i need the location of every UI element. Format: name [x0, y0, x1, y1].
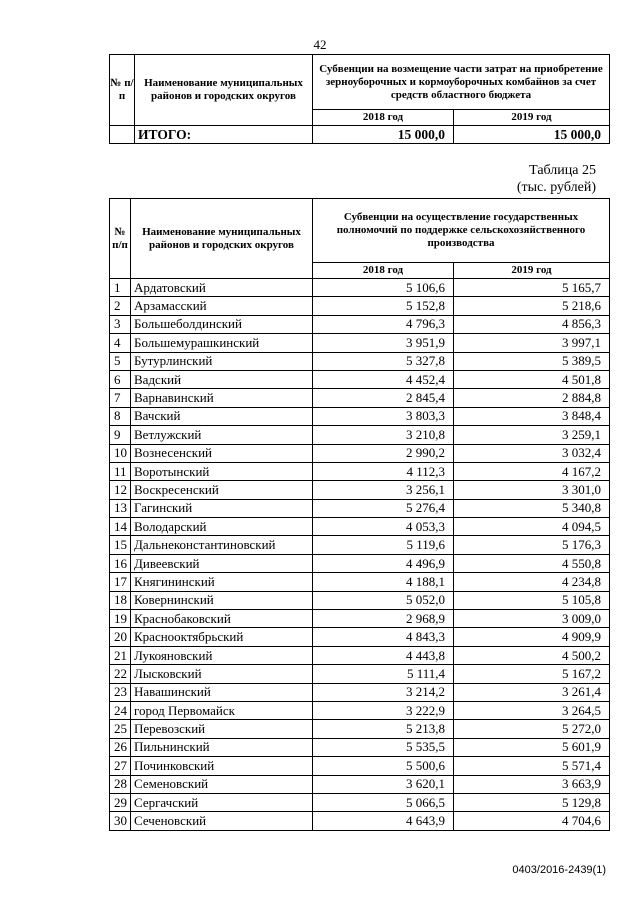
table-row	[110, 665, 610, 683]
value-2018: 4 496,9	[313, 554, 454, 572]
row-number: 29	[110, 793, 131, 811]
district-name: Дальнеконстантиновский	[131, 536, 313, 554]
value-2018: 5 500,6	[313, 757, 454, 775]
value-2019: 3 663,9	[454, 775, 610, 793]
table-row	[110, 297, 610, 315]
value-2019: 4 704,6	[454, 812, 610, 830]
row-number: 20	[110, 628, 131, 646]
value-2019: 2 884,8	[454, 389, 610, 407]
district-name: Сеченовский	[131, 812, 313, 830]
row-number: 17	[110, 573, 131, 591]
table-row	[110, 499, 610, 517]
value-2019: 4 501,8	[454, 370, 610, 388]
row-number: 19	[110, 610, 131, 628]
district-name: Варнавинский	[131, 389, 313, 407]
value-2019: 3 032,4	[454, 444, 610, 462]
value-2018: 3 803,3	[313, 407, 454, 425]
table-row	[110, 628, 610, 646]
value-2018: 5 276,4	[313, 499, 454, 517]
value-2019: 5 176,3	[454, 536, 610, 554]
row-number: 3	[110, 315, 131, 333]
value-2019: 3 301,0	[454, 481, 610, 499]
table-units: (тыс. рублей)	[516, 180, 596, 195]
value-2019: 3 264,5	[454, 701, 610, 719]
value-2018: 5 106,6	[313, 279, 454, 297]
row-number: 30	[110, 812, 131, 830]
table-row	[110, 444, 610, 462]
table-row	[110, 646, 610, 664]
district-name: Лысковский	[131, 665, 313, 683]
header-num: № п/п	[110, 199, 131, 279]
row-number: 13	[110, 499, 131, 517]
table-row	[110, 573, 610, 591]
district-name: Лукояновский	[131, 646, 313, 664]
row-number: 28	[110, 775, 131, 793]
district-name: Дивеевский	[131, 554, 313, 572]
value-2019: 4 234,8	[454, 573, 610, 591]
subsidy-table-top	[109, 54, 610, 144]
row-number: 1	[110, 279, 131, 297]
row-number: 14	[110, 518, 131, 536]
value-2018: 5 213,8	[313, 720, 454, 738]
value-2018: 2 968,9	[313, 610, 454, 628]
table-caption: Таблица 25	[529, 163, 596, 178]
value-2019: 4 856,3	[454, 315, 610, 333]
value-2019: 5 272,0	[454, 720, 610, 738]
district-name: Большемурашкинский	[131, 334, 313, 352]
row-number: 15	[110, 536, 131, 554]
table-row	[110, 591, 610, 609]
row-number: 25	[110, 720, 131, 738]
value-2018: 5 535,5	[313, 738, 454, 756]
table-row	[110, 793, 610, 811]
row-number: 2	[110, 297, 131, 315]
district-name: Пильнинский	[131, 738, 313, 756]
table-row	[110, 683, 610, 701]
table-row	[110, 518, 610, 536]
row-number: 27	[110, 757, 131, 775]
page-number: 42	[313, 37, 327, 52]
value-2018: 4 112,3	[313, 462, 454, 480]
district-name: Вознесенский	[131, 444, 313, 462]
table-row	[110, 536, 610, 554]
subsidy-table-main	[109, 198, 610, 831]
row-number: 8	[110, 407, 131, 425]
row-number: 5	[110, 352, 131, 370]
value-2019: 4 094,5	[454, 518, 610, 536]
row-number: 23	[110, 683, 131, 701]
table-row	[110, 352, 610, 370]
value-2018: 3 256,1	[313, 481, 454, 499]
value-2018: 5 327,8	[313, 352, 454, 370]
row-number: 10	[110, 444, 131, 462]
value-2018: 4 053,3	[313, 518, 454, 536]
row-number: 24	[110, 701, 131, 719]
table-row	[110, 812, 610, 830]
value-2018: 3 951,9	[313, 334, 454, 352]
row-number: 22	[110, 665, 131, 683]
table-row	[110, 279, 610, 297]
table-row	[110, 426, 610, 444]
district-name: Вадский	[131, 370, 313, 388]
table-row	[110, 554, 610, 572]
row-number: 7	[110, 389, 131, 407]
value-2019: 3 259,1	[454, 426, 610, 444]
value-2018: 2 845,4	[313, 389, 454, 407]
table-row	[110, 389, 610, 407]
value-2019: 5 571,4	[454, 757, 610, 775]
value-2018: 5 119,6	[313, 536, 454, 554]
value-2018: 4 443,8	[313, 646, 454, 664]
value-2019: 3 009,0	[454, 610, 610, 628]
value-2018: 5 152,8	[313, 297, 454, 315]
row-number: 12	[110, 481, 131, 499]
district-name: Семеновский	[131, 775, 313, 793]
value-2019: 5 389,5	[454, 352, 610, 370]
value-2019: 5 601,9	[454, 738, 610, 756]
district-name: Сергачский	[131, 793, 313, 811]
header-year-2019: 2019 год	[454, 110, 610, 126]
district-name: Арзамасский	[131, 297, 313, 315]
value-2018: 4 188,1	[313, 573, 454, 591]
table-row	[110, 738, 610, 756]
row-number: 11	[110, 462, 131, 480]
value-2019: 3 997,1	[454, 334, 610, 352]
header-name: Наименование муниципальных районов и городских округов	[135, 55, 313, 126]
value-2018: 4 452,4	[313, 370, 454, 388]
district-name: Навашинский	[131, 683, 313, 701]
row-number: 26	[110, 738, 131, 756]
header-year-2019: 2019 год	[454, 263, 610, 279]
total-row	[110, 126, 610, 144]
district-name: Большеболдинский	[131, 315, 313, 333]
value-2019: 5 105,8	[454, 591, 610, 609]
table-row	[110, 370, 610, 388]
district-name: Вачский	[131, 407, 313, 425]
district-name: Краснобаковский	[131, 610, 313, 628]
district-name: Володарский	[131, 518, 313, 536]
total-label: ИТОГО:	[135, 126, 313, 144]
value-2019: 4 167,2	[454, 462, 610, 480]
header-num: № п/п	[110, 55, 135, 126]
table-row	[110, 610, 610, 628]
value-2018: 3 210,8	[313, 426, 454, 444]
table-row	[110, 407, 610, 425]
value-2019: 4 500,2	[454, 646, 610, 664]
table-row	[110, 334, 610, 352]
value-2019: 5 167,2	[454, 665, 610, 683]
district-name: Починковский	[131, 757, 313, 775]
header-subsidy: Субвенции на осуществление государственных полномочий по поддержке сельскохозяйственного производства	[313, 199, 610, 263]
value-2018: 3 214,2	[313, 683, 454, 701]
value-2019: 4 550,8	[454, 554, 610, 572]
district-name: Воротынский	[131, 462, 313, 480]
value-2018: 4 796,3	[313, 315, 454, 333]
value-2019: 3 848,4	[454, 407, 610, 425]
value-2018: 4 843,3	[313, 628, 454, 646]
district-name: Ветлужский	[131, 426, 313, 444]
district-name: Ковернинский	[131, 591, 313, 609]
row-number: 21	[110, 646, 131, 664]
district-name: Краснооктябрьский	[131, 628, 313, 646]
table-row	[110, 481, 610, 499]
table-row	[110, 462, 610, 480]
district-name: Бутурлинский	[131, 352, 313, 370]
value-2018: 3 620,1	[313, 775, 454, 793]
row-number: 9	[110, 426, 131, 444]
value-2019: 4 909,9	[454, 628, 610, 646]
district-name: Ардатовский	[131, 279, 313, 297]
table-row	[110, 720, 610, 738]
total-2018: 15 000,0	[313, 126, 454, 144]
value-2019: 5 129,8	[454, 793, 610, 811]
value-2019: 5 340,8	[454, 499, 610, 517]
value-2018: 5 066,5	[313, 793, 454, 811]
district-name: Воскресенский	[131, 481, 313, 499]
value-2018: 5 052,0	[313, 591, 454, 609]
value-2018: 2 990,2	[313, 444, 454, 462]
row-number: 16	[110, 554, 131, 572]
header-subsidy: Субвенции на возмещение части затрат на приобретение зерноуборочных и кормоуборочных комбайнов за счет средств областного бюджета	[313, 55, 610, 110]
row-number: 6	[110, 370, 131, 388]
row-number: 18	[110, 591, 131, 609]
district-name: город Первомайск	[131, 701, 313, 719]
value-2019: 3 261,4	[454, 683, 610, 701]
value-2018: 4 643,9	[313, 812, 454, 830]
document-code: 0403/2016-2439(1)	[512, 864, 606, 876]
row-number: 4	[110, 334, 131, 352]
table-row	[110, 775, 610, 793]
table-row	[110, 757, 610, 775]
total-2019: 15 000,0	[454, 126, 610, 144]
table-row	[110, 701, 610, 719]
header-year-2018: 2018 год	[313, 110, 454, 126]
district-name: Гагинский	[131, 499, 313, 517]
district-name: Княгининский	[131, 573, 313, 591]
district-name: Перевозский	[131, 720, 313, 738]
value-2018: 5 111,4	[313, 665, 454, 683]
value-2018: 3 222,9	[313, 701, 454, 719]
table-row	[110, 315, 610, 333]
value-2019: 5 218,6	[454, 297, 610, 315]
header-year-2018: 2018 год	[313, 263, 454, 279]
header-name: Наименование муниципальных районов и городских округов	[131, 199, 313, 279]
value-2019: 5 165,7	[454, 279, 610, 297]
